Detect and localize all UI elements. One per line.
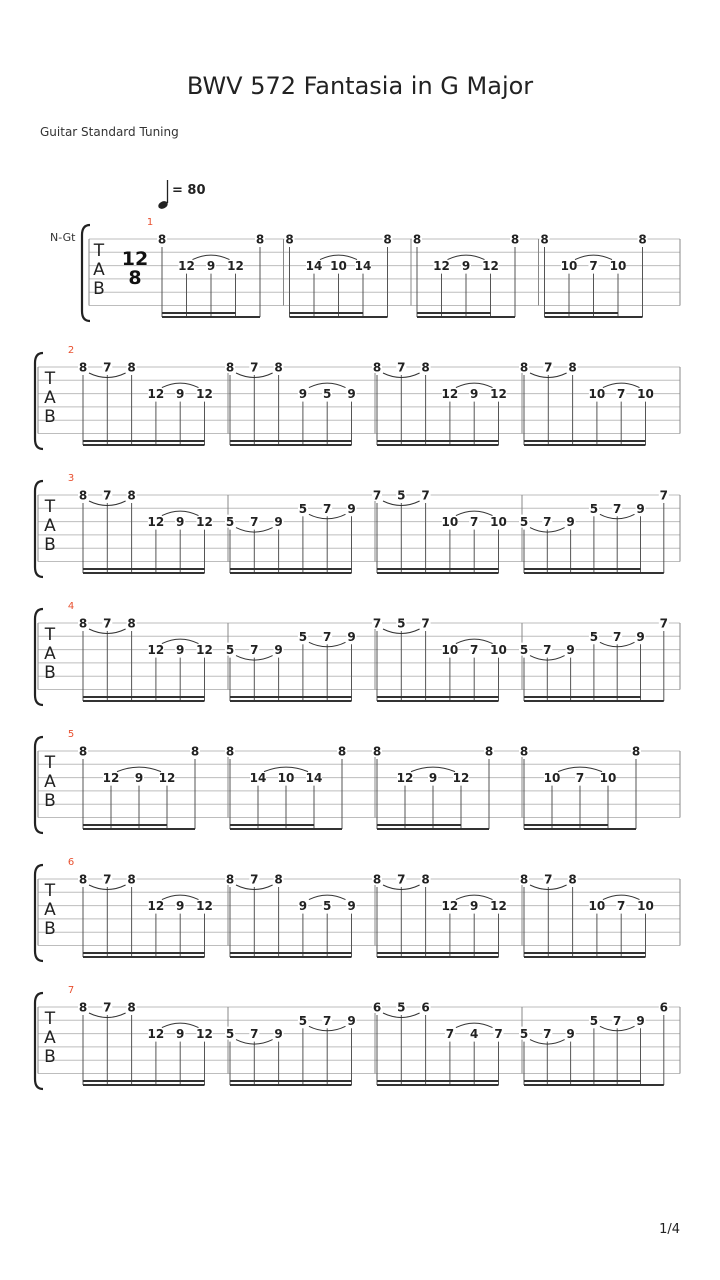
tab-letter-a: A (44, 1028, 56, 1048)
beat-group (519, 360, 654, 445)
fret-number: 8 (78, 872, 88, 887)
fret-number: 7 (250, 1027, 259, 1042)
fret-number: 8 (631, 744, 641, 759)
fret-number: 8 (484, 744, 494, 759)
tab-system (35, 473, 680, 577)
beat-group (372, 744, 494, 829)
fret-number: 8 (638, 232, 647, 247)
fret-number: 12 (452, 771, 470, 786)
fret-number: 10 (588, 899, 606, 914)
fret-number: 8 (78, 1000, 88, 1015)
fret-number: 7 (544, 360, 553, 375)
fret-number: 7 (103, 872, 112, 887)
tab-letter-a: A (44, 644, 56, 664)
beat-group (412, 232, 520, 317)
fret-number: 7 (397, 360, 406, 375)
fret-number: 7 (103, 616, 112, 631)
fret-number: 9 (298, 899, 308, 914)
fret-number: 10 (441, 643, 459, 658)
beat-group (285, 232, 393, 317)
fret-number: 9 (428, 771, 438, 786)
fret-number: 10 (543, 771, 561, 786)
fret-number: 9 (636, 629, 645, 644)
fret-number: 5 (519, 1027, 529, 1042)
fret-number: 8 (337, 744, 347, 759)
fret-number: 8 (225, 872, 235, 887)
tab-letter-t: T (44, 497, 56, 517)
tab-letter-b: B (44, 791, 56, 811)
beat-group (78, 616, 213, 701)
fret-number: 7 (589, 259, 598, 274)
fret-number: 7 (397, 872, 406, 887)
fret-number: 9 (298, 387, 308, 402)
fret-number: 8 (568, 360, 577, 375)
fret-number: 7 (543, 515, 552, 530)
fret-number: 8 (127, 1000, 136, 1015)
tab-letter-b: B (44, 919, 56, 939)
fret-number: 7 (323, 501, 332, 516)
fret-number: 5 (397, 488, 406, 503)
fret-number: 10 (277, 771, 295, 786)
fret-number: 8 (372, 744, 382, 759)
beat-group (225, 1013, 357, 1085)
measure-number: 1 (146, 217, 154, 228)
tab-letter-a: A (44, 772, 56, 792)
fret-number: 12 (490, 387, 507, 402)
fret-number: 8 (568, 872, 577, 887)
beat-group (225, 872, 357, 957)
beat-group (519, 872, 654, 957)
tab-letter-t: T (44, 881, 56, 901)
fret-number: 7 (543, 1027, 552, 1042)
fret-number: 9 (176, 899, 185, 914)
fret-number: 7 (250, 643, 259, 658)
measure-number: 2 (67, 345, 75, 356)
fret-number: 7 (543, 643, 552, 658)
measure-number: 4 (67, 601, 75, 612)
fret-number: 12 (490, 899, 507, 914)
tab-letter-t: T (44, 625, 56, 645)
fret-number: 12 (441, 899, 459, 914)
fret-number: 7 (470, 515, 479, 530)
fret-number: 8 (127, 360, 136, 375)
fret-number: 8 (274, 872, 283, 887)
tab-letter-b: B (44, 535, 56, 555)
tab-letter-t: T (93, 241, 105, 261)
page-number: 1/4 (659, 1222, 680, 1237)
fret-number: 9 (636, 1013, 645, 1028)
fret-number: 7 (421, 488, 430, 503)
fret-number: 9 (134, 771, 144, 786)
fret-number: 5 (589, 629, 599, 644)
fret-number: 12 (196, 899, 213, 914)
fret-number: 7 (470, 643, 479, 658)
fret-number: 7 (544, 872, 553, 887)
tab-letter-b: B (93, 279, 105, 299)
beat-group (372, 360, 507, 445)
fret-number: 8 (383, 232, 392, 247)
fret-number: 8 (255, 232, 265, 247)
instrument-name: N-Gt (50, 231, 76, 244)
fret-number: 12 (178, 259, 195, 274)
tab-letter-b: B (44, 1047, 56, 1067)
measure-number: 3 (67, 473, 75, 484)
fret-number: 8 (372, 360, 382, 375)
fret-number: 7 (323, 629, 332, 644)
fret-number: 12 (433, 259, 450, 274)
fret-number: 12 (147, 643, 165, 658)
fret-number: 8 (78, 744, 88, 759)
fret-number: 9 (176, 515, 185, 530)
time-signature-denominator: 8 (128, 267, 142, 289)
beat-group (225, 501, 357, 573)
fret-number: 9 (176, 1027, 185, 1042)
beat-group (78, 872, 213, 957)
fret-number: 5 (323, 387, 332, 402)
beat-group (225, 744, 347, 829)
fret-number: 7 (103, 360, 112, 375)
fret-number: 12 (196, 1027, 213, 1042)
fret-number: 8 (190, 744, 200, 759)
fret-number: 7 (617, 899, 626, 914)
fret-number: 12 (158, 771, 176, 786)
fret-number: 8 (127, 872, 136, 887)
fret-number: 9 (274, 515, 283, 530)
beat-group (372, 872, 507, 957)
fret-number: 14 (305, 259, 323, 274)
fret-number: 8 (540, 232, 549, 247)
page-title: BWV 572 Fantasia in G Major (186, 72, 534, 100)
fret-number: 7 (445, 1027, 455, 1042)
fret-number: 5 (323, 899, 332, 914)
fret-number: 10 (490, 515, 507, 530)
tab-letter-a: A (93, 260, 105, 280)
fret-number: 5 (397, 616, 406, 631)
fret-number: 8 (225, 360, 235, 375)
fret-number: 7 (323, 1013, 332, 1028)
beat-group (519, 616, 669, 701)
fret-number: 7 (659, 616, 668, 631)
beat-group (78, 1000, 213, 1085)
fret-number: 10 (490, 643, 507, 658)
fret-number: 12 (147, 899, 165, 914)
fret-number: 8 (78, 616, 88, 631)
tab-system (35, 857, 680, 961)
fret-number: 7 (494, 1027, 503, 1042)
beat-group (372, 1000, 504, 1085)
beat-group (225, 360, 357, 445)
fret-number: 7 (613, 1013, 622, 1028)
fret-number: 8 (78, 488, 88, 503)
fret-number: 12 (147, 1027, 165, 1042)
fret-number: 9 (470, 899, 479, 914)
fret-number: 12 (227, 259, 244, 274)
fret-number: 9 (347, 387, 356, 402)
time-signature-numerator: 12 (121, 248, 149, 270)
fret-number: 12 (396, 771, 414, 786)
fret-number: 7 (372, 488, 382, 503)
fret-number: 8 (421, 360, 430, 375)
fret-number: 9 (274, 643, 283, 658)
fret-number: 5 (397, 1000, 406, 1015)
fret-number: 8 (421, 872, 430, 887)
fret-number: 7 (250, 515, 259, 530)
fret-number: 10 (330, 259, 347, 274)
fret-number: 5 (519, 515, 529, 530)
fret-number: 7 (421, 616, 430, 631)
fret-number: 7 (103, 488, 112, 503)
fret-number: 9 (206, 259, 216, 274)
fret-number: 9 (347, 629, 356, 644)
fret-number: 14 (305, 771, 323, 786)
beat-group (78, 744, 200, 829)
fret-number: 12 (102, 771, 120, 786)
fret-number: 9 (566, 515, 575, 530)
fret-number: 10 (599, 771, 617, 786)
fret-number: 10 (560, 259, 578, 274)
fret-number: 9 (566, 1027, 575, 1042)
tempo-marking (157, 180, 206, 210)
fret-number: 12 (196, 515, 213, 530)
fret-number: 9 (470, 387, 479, 402)
fret-number: 6 (421, 1000, 430, 1015)
fret-number: 14 (354, 259, 372, 274)
fret-number: 9 (347, 899, 356, 914)
tab-letter-b: B (44, 407, 56, 427)
fret-number: 9 (636, 501, 645, 516)
tab-system (35, 729, 680, 833)
fret-number: 12 (147, 387, 165, 402)
fret-number: 9 (347, 1013, 356, 1028)
fret-number: 8 (225, 744, 235, 759)
fret-number: 8 (127, 616, 136, 631)
fret-number: 9 (566, 643, 575, 658)
beat-group (78, 488, 213, 573)
fret-number: 7 (617, 387, 626, 402)
fret-number: 8 (157, 232, 167, 247)
fret-number: 10 (588, 387, 606, 402)
fret-number: 5 (298, 501, 308, 516)
measure-number: 6 (67, 857, 75, 868)
fret-number: 7 (250, 360, 259, 375)
fret-number: 9 (347, 501, 356, 516)
tab-system (35, 345, 680, 449)
fret-number: 6 (659, 1000, 668, 1015)
fret-number: 8 (519, 360, 529, 375)
tuning-subtitle: Guitar Standard Tuning (40, 125, 179, 139)
fret-number: 7 (613, 501, 622, 516)
beat-group (519, 488, 669, 573)
measure-number: 7 (67, 985, 75, 996)
fret-number: 7 (613, 629, 622, 644)
fret-number: 8 (510, 232, 520, 247)
fret-number: 5 (225, 643, 235, 658)
beat-group (540, 232, 648, 317)
fret-number: 5 (298, 1013, 308, 1028)
fret-number: 8 (274, 360, 283, 375)
tab-letter-b: B (44, 663, 56, 683)
fret-number: 9 (274, 1027, 283, 1042)
tab-system (35, 985, 680, 1089)
fret-number: 8 (519, 872, 529, 887)
tab-letter-a: A (44, 388, 56, 408)
fret-number: 10 (609, 259, 627, 274)
tab-system (35, 601, 680, 705)
fret-number: 12 (147, 515, 165, 530)
beat-group (372, 616, 507, 701)
fret-number: 8 (519, 744, 529, 759)
fret-number: 9 (176, 387, 185, 402)
beat-group (225, 629, 357, 701)
fret-number: 7 (659, 488, 668, 503)
fret-number: 7 (103, 1000, 112, 1015)
measure-number: 5 (67, 729, 75, 740)
fret-number: 12 (196, 387, 213, 402)
fret-number: 8 (285, 232, 294, 247)
fret-number: 12 (482, 259, 499, 274)
tab-letter-a: A (44, 516, 56, 536)
tab-system (50, 217, 680, 321)
fret-number: 5 (519, 643, 529, 658)
fret-number: 12 (441, 387, 459, 402)
beat-group (519, 744, 641, 829)
tempo-value: = 80 (172, 183, 206, 198)
fret-number: 5 (225, 515, 235, 530)
tab-letter-t: T (44, 1009, 56, 1029)
tab-letter-t: T (44, 369, 56, 389)
fret-number: 10 (441, 515, 459, 530)
fret-number: 8 (78, 360, 88, 375)
fret-number: 5 (298, 629, 308, 644)
fret-number: 5 (225, 1027, 235, 1042)
fret-number: 8 (372, 872, 382, 887)
fret-number: 5 (589, 501, 599, 516)
fret-number: 7 (250, 872, 259, 887)
fret-number: 5 (589, 1013, 599, 1028)
fret-number: 12 (196, 643, 213, 658)
fret-number: 6 (372, 1000, 382, 1015)
tab-letter-a: A (44, 900, 56, 920)
beat-group (78, 360, 213, 445)
beat-group (372, 488, 507, 573)
fret-number: 7 (575, 771, 585, 786)
fret-number: 7 (372, 616, 382, 631)
fret-number: 8 (127, 488, 136, 503)
fret-number: 14 (249, 771, 267, 786)
fret-number: 4 (470, 1027, 479, 1042)
fret-number: 8 (412, 232, 422, 247)
fret-number: 10 (637, 899, 654, 914)
tab-letter-t: T (44, 753, 56, 773)
beat-group (519, 1000, 669, 1085)
fret-number: 9 (176, 643, 185, 658)
fret-number: 10 (637, 387, 654, 402)
beat-group (157, 232, 265, 317)
fret-number: 9 (461, 259, 471, 274)
